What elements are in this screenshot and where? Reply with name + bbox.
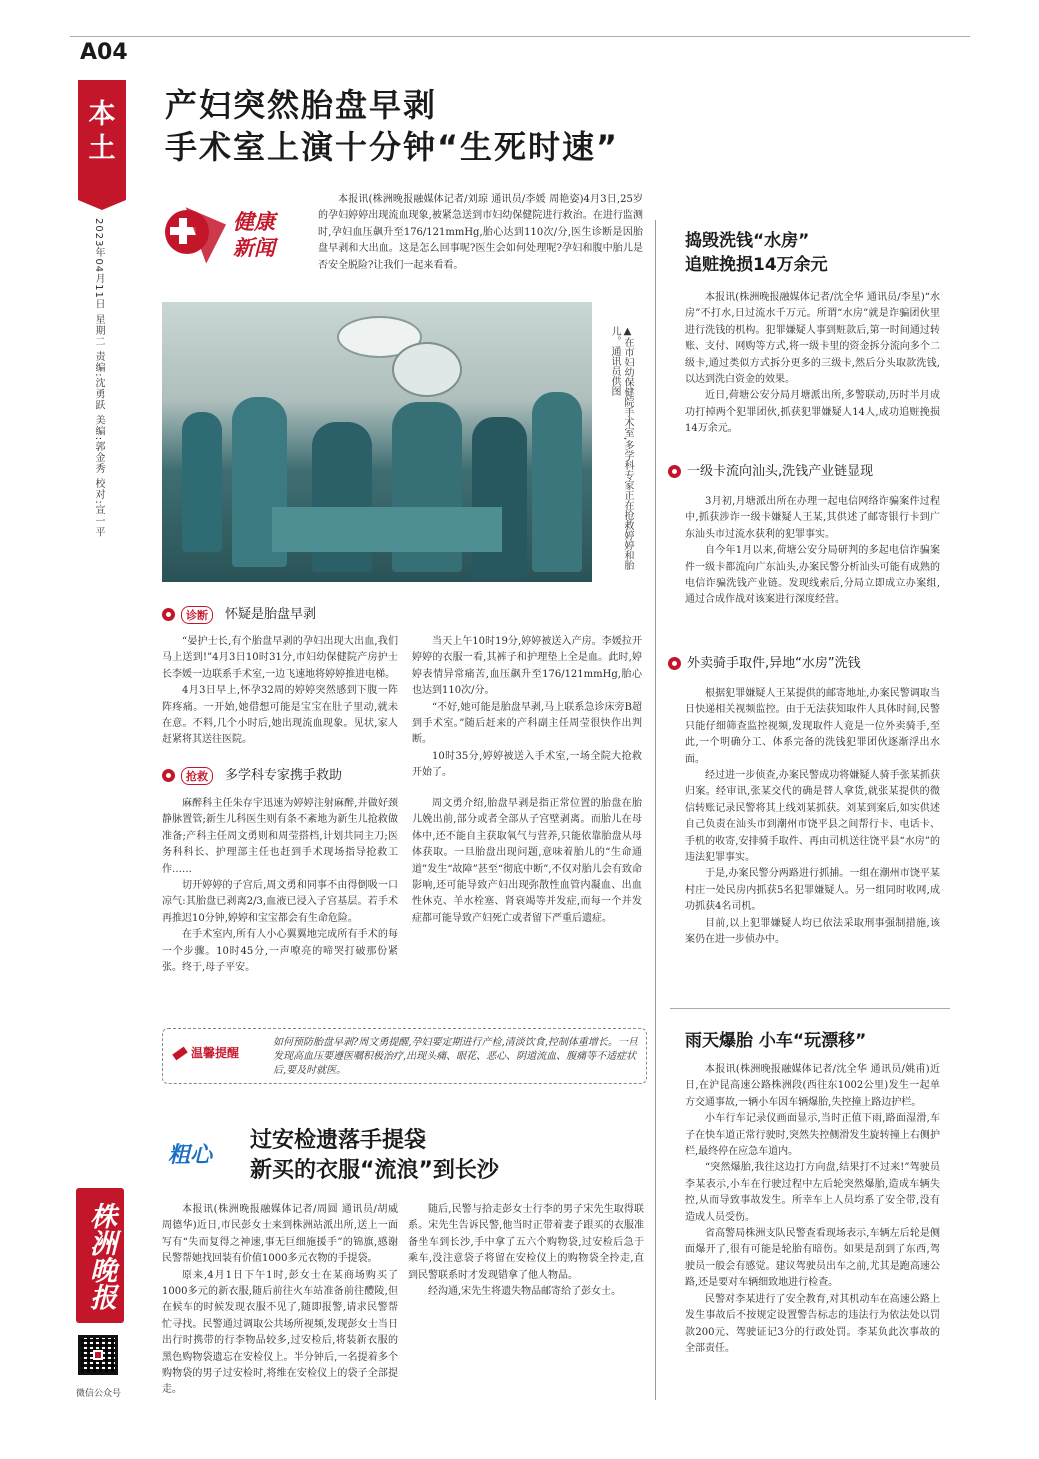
section-badge-icon [162,769,175,782]
tip-box [162,1028,647,1084]
money-title-2: 追赃挽损14万余元 [685,255,828,275]
s2-tag: 抢救 [181,767,213,785]
bag-title-1: 过安检遗落手提袋 [250,1128,427,1153]
column-tag-1: 健康 [233,210,275,234]
money-title-1: 捣毁洗钱“水房” [685,231,810,251]
s1-col1: “晏护士长,有个胎盘早剥的孕妇出现大出血,我们马上送到!”4月3日10时31分,市妇幼保健院产房护士长李媛一边联系手术室,一边飞速地将婷婷推进电梯。 4月3日早上,怀孕32周的婷婷突然感到下腹一阵阵疼痛。一开始,她借想可能是宝宝在肚子里动,就未在意。不料,几个小时后,她出现流血现象。见状,家人赶紧将其送往医院。 [162,636,398,746]
tip-tag: 温馨提醒 [173,1044,239,1061]
s2-col1: 麻醉科主任朱存宇迅速为婷婷注射麻醉,并做好颈静脉置管;新生儿科医生则有条不紊地为新生儿抢救做准备;产科主任周文勇则和周莹搭档,计划共同主刀;医务科科长、护理部主任也赶到手术现场指导抢救工作…… 切开婷婷的子宫后,周文勇和同事不由得倒吸一口凉气:其胎盘已剥离2/3,血液已浸入子宫基层。若手术再推迟10分钟,婷婷和宝宝都会有生命危险。 在手术室内,所有人小心翼翼地完成所有手术的每一个步骤。10时45分,一声嘹亮的啼哭打破那份紧张。终于,母子平安。 [162,798,398,974]
top-rule [70,36,970,37]
megaphone-cone [186,196,237,263]
photo-caption: ▲在市妇幼保健院手术室,多学科专家正在抢救婷婷和胎儿。通讯员供图 [609,326,633,571]
s2-header [162,764,342,785]
bag-col2: 随后,民警与拾走彭女士行李的男子宋先生取得联系。宋先生告诉民警,他当时正带着妻子跟买的衣服准备坐车到长沙,手中拿了五六个购物袋,过安检后急于乘车,没注意袋子将留在安检仪上的购物袋全拎走,直到民警联系时才发现错拿了他人物品。 经沟通,宋先生将遗失物品邮寄给了彭女士。 [408,1204,644,1298]
masthead-text: 株洲晚报 [85,1202,116,1310]
bag-col1: 本报讯(株洲晚报融媒体记者/周圆 通讯员/胡威 周德华)近日,市民彭女士来到株洲站派出所,送上一面写有“失而复得之神速,事无巨细施援手”的锦旗,感谢民警帮她找回装有价值1000多元衣物的手提袋。 原来,4月1日下午1时,彭女士在某商场购买了1000多元的新衣服,随后前往火车站准备前往醴陵,但在候车的时候发现衣服不见了,随即报警,请求民警帮忙寻找。民警通过调取公共场所视频,发现彭女士当日出行时携带的行李物品较多,过安检后,将装新衣服的黑色购物袋遗忘在安检仪上。半分钟后,一名提着多个购物袋的男子过安检时,将维在安检仪上的袋子全部提走。 [162,1204,398,1396]
tire-body: 本报讯(株洲晚报融媒体记者/沈全华 通讯员/姚甫)近日,在沪昆高速公路株洲段(西往东1002公里)发生一起单方交通事故,一辆小车因车辆爆胎,失控撞上路边护栏。 小车行车记录仪画面显示,当时正值下雨,路面湿滑,车子在快车道正常行驶时,突然失控侧滑发生旋转撞上右侧护栏,最终停在应急车道内。 “突然爆胎,我往这边打方向盘,结果打不过来!”驾驶员李某表示,小车在行驶过程中左后轮突然爆胎,造成车辆失控,从而导致事故发生。所幸车上人员均系了安全带,没有造成人员受伤。 省高警局株洲支队民警查看现场表示,车辆左后轮是侧面爆开了,很有可能是轮胎有暗伤。如果是刮到了东西,驾驶员一般会有感觉。建议驾驶员出车之前,尤其是跑高速公路,还是要对车辆细致地进行检查。 民警对李某进行了安全教育,对其机动车在高速公路上发生事故后不按规定设置警告标志的违法行为依法处以罚款200元、驾驶证记3分的行政处罚。李某负此次事故的全部责任。 [685,1064,940,1354]
tip-pencil-icon [172,1047,187,1061]
lead-title-1: 产妇突然胎盘早剥 [165,86,438,124]
health-news-tag [165,198,280,268]
section-badge-icon [668,657,681,670]
money-intro: 本报讯(株洲晚报融媒体记者/沈全华 通讯员/李星)“水房”不打水,日过流水千万元。所谓“水房”就是诈骗团伙里进行洗钱的机构。犯罪嫌疑人事到赃款后,第一时间通过转账、支付、网购等方式,将一级卡里的资金拆分流向多个二级卡,通过类似方式拆分更多的三级卡,然后分头取款洗钱,以达到洗白资金的效果。 近日,荷塘公安分局月塘派出所,多警联动,历时半月成功打掉两个犯罪团伙,抓获犯罪嫌疑人14人,成功追赃挽损14万余元。 [685,292,940,435]
s1-title: 怀疑是胎盘早剥 [225,607,317,622]
qr-code-icon[interactable] [78,1335,118,1375]
section-badge-icon [162,608,175,621]
money-s1-body: 3月初,月塘派出所在办理一起电信网络诈骗案件过程中,抓获涉诈一级卡嫌疑人王某,其供述了邮寄银行卡到广东汕头市过流水获利的犯罪事实。 自今年1月以来,荷塘公安分局研判的多起电信诈骗案件一级卡都流向广东汕头,办案民警分析汕头可能有成熟的电信诈骗洗钱产业链。发现线索后,分局立即成立办案组,通过合成作战对该案进行深度经营。 [685,496,940,606]
section-label-text: 本土 [88,99,116,164]
side-meta: 2023年04月11日 星期二 责编:沈勇跃 美编:郭金秀 校对:宣一平 [93,218,104,538]
surgical-lamp-2 [392,342,462,397]
money-s2-body: 根据犯罪嫌疑人王某提供的邮寄地址,办案民警调取当日快递相关视频监控。由于无法获知取件人具体时间,民警只能仔细筛查监控视频,发现取件人竟是一位外卖骑手,至此,一个明确分工、体系完备的洗钱犯罪团伙逐渐浮出水面。 经过进一步侦查,办案民警成功将嫌疑人骑手张某抓获归案。经审讯,张某交代的确是替人拿货,就张某提供的微信转账记录民警将其上线刘某抓获。刘某到案后,如实供述自己负责在汕头市到潮州市饶平县之间帮行卡、电话卡、手机的收寄,安排骑手取件、再由司机送往饶平县“水房”的违法犯罪事实。 于是,办案民警分两路进行抓捕。一组在潮州市饶平某村庄一处民房内抓获5名犯罪嫌疑人。另一组同时收网,成功抓获4名司机。 目前,以上犯罪嫌疑人均已依法采取刑事强制措施,该案仍在进一步侦办中。 [685,688,940,946]
column-tag-2: 新闻 [233,236,275,260]
lead-title-2: 手术室上演十分钟“生死时速” [165,128,620,166]
tire-top-rule [670,1008,950,1009]
qr-caption: 微信公众号 [76,1389,122,1399]
s1-header [162,603,316,624]
column-divider [655,220,656,1400]
money-s1-header: 一级卡流向汕头,洗钱产业链显现 [668,460,873,479]
section-notch [78,200,126,210]
s1-col2: 当天上午10时19分,婷婷被送入产房。李媛拉开婷婷的衣服一看,其裤子和护理垫上全是血。此时,婷婷表情异常痛苦,血压飙升至176/121mmHg,胎心也达到110次/分。 “不好,她可能是胎盘早剥,马上联系急诊床旁B超到手术室。”随后赶来的产科副主任周莹很快作出判断。 10时35分,婷婷被送入手术室,一场全院大抢救开始了。 [412,636,642,779]
masthead [76,1188,124,1323]
tire-title: 雨天爆胎 小车“玩漂移” [685,1031,867,1051]
section-label [78,80,126,200]
money-s2-header: 外卖骑手取件,异地“水房”洗钱 [668,652,861,671]
section-badge-icon [668,465,681,478]
bag-title-2: 新买的衣服“流浪”到长沙 [250,1158,499,1183]
bag-tag: 粗心 [168,1143,213,1168]
s2-title: 多学科专家携手救助 [225,768,343,783]
s1-tag: 诊断 [181,606,213,624]
lead-intro: 本报讯(株洲晚报融媒体记者/刘琼 通讯员/李媛 周艳姿)4月3日,25岁的孕妇婷婷出现流血现象,被紧急送到市妇幼保健院进行救治。在进行监测时,孕妇血压飙升至176/121mmHg,胎心达到110次/分,医生诊断是因胎盘早剥和大出血。这是怎么回事呢?医生会如何处理呢?孕妇和腹中胎儿是否安全脱险?让我们一起来看看。 [318,194,643,271]
tip-text: 如何预防胎盘早剥?周文勇提醒,孕妇要定期进行产检,清淡饮食,控制体重增长。一旦发现高血压要遵医嘱积极治疗,出现头痛、眼花、恶心、阴道流血、腹痛等不适症状后,要及时就医。 [273,1037,638,1076]
surgery-photo [162,302,592,582]
page-number: A04 [80,40,128,65]
s2-col2: 周文勇介绍,胎盘早剥是指正常位置的胎盘在胎儿娩出前,部分或者全部从子宫壁剥离。而胎儿在母体中,还不能自主获取氧气与营养,只能依靠胎盘从母体获取。一旦胎盘出现问题,意味着胎儿的“生命通道”发生“故障”甚至“彻底中断”,不仅对胎儿会有致命影响,还可能导致产妇出现弥散性血管内凝血、出血性休克、羊水栓塞、肾衰竭等并发症,而每一个并发症都可能导致产妇死亡或者留下严重后遗症。 [412,798,642,924]
